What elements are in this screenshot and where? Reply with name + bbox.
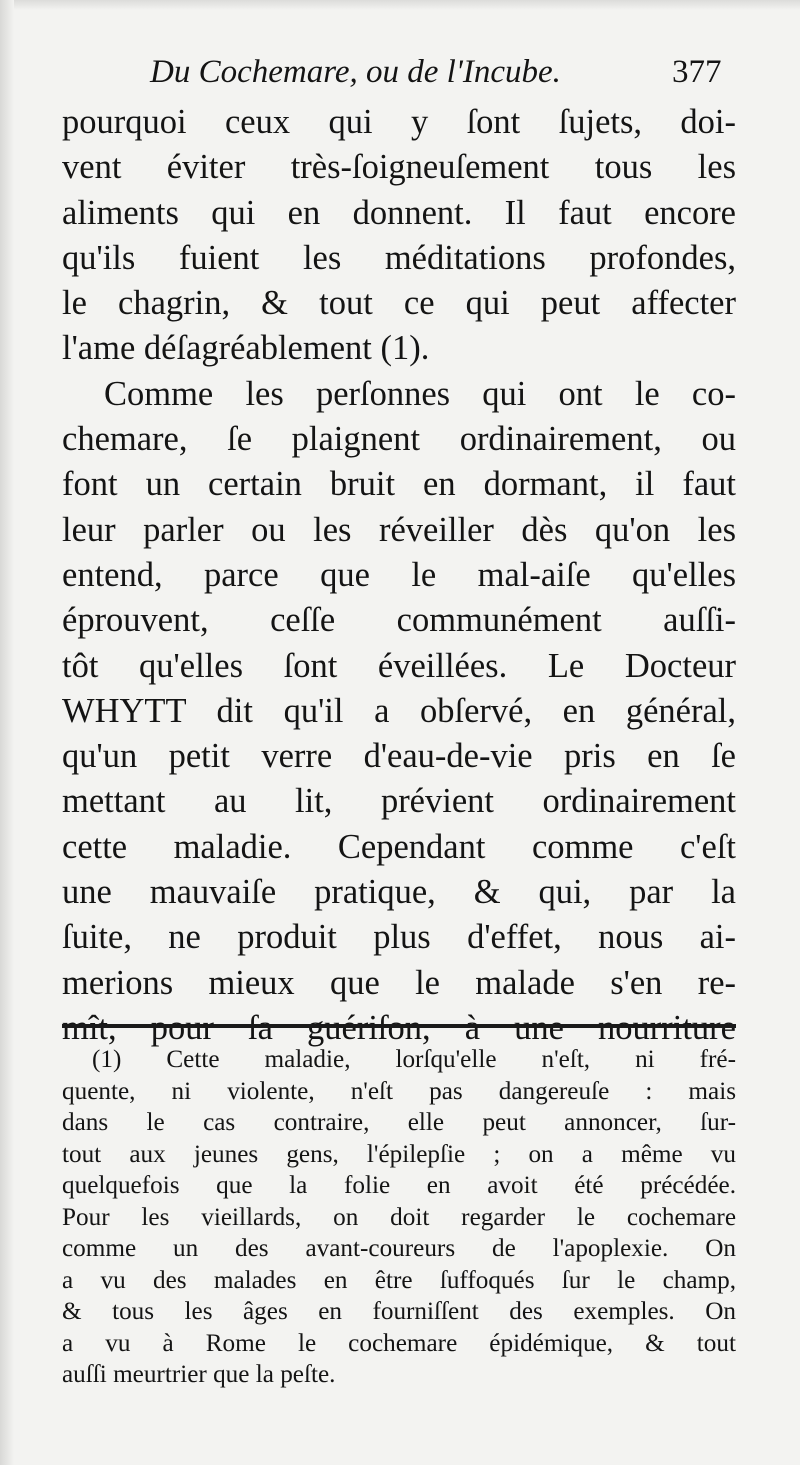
footnote-rule [62,1024,736,1028]
page-top-shadow [0,0,800,10]
text-line: cette maladie. Cependant comme c'eſt [62,827,736,866]
footnote-line: dans le cas contraire, elle peut annoncer, ſur- [62,1109,736,1136]
text-line: ſuite, ne produit plus d'effet, nous ai- [62,918,736,957]
text-line: aliments qui en donnent. Il faut encore [62,193,736,232]
footnote-line: (1) Cette maladie, lorſqu'elle n'eſt, ni fré- [92,1046,736,1073]
text-line: font un certain bruit en dormant, il faut [62,465,736,504]
footnote-line: tout aux jeunes gens, l'épilepſie ; on a même vu [62,1140,736,1168]
text-line: Comme les perſonnes qui ont le co- [104,374,736,413]
footnote [62,1044,736,1391]
footnote-line: auſſi meurtrier que la peſte. [62,1361,336,1388]
running-title: Du Cochemare, ou de l'Incube. [150,54,561,90]
text-line: entend, parce que le mal-aiſe qu'elles [62,555,736,594]
footnote-line: Pour les vieillards, on doit regarder le cochemare [62,1203,736,1231]
text-line: merions mieux que le malade s'en re- [62,963,736,1002]
text-line: leur parler ou les réveiller dès qu'on les [62,510,736,549]
text-line: le chagrin, & tout ce qui peut affecter [62,284,736,323]
text-line: qu'un petit verre d'eau-de-vie pris en ſe [62,737,736,776]
text-line: chemare, ſe plaignent ordinairement, ou [62,420,736,459]
page-number: 377 [672,54,722,90]
text-line: mettant au lit, prévient ordinairement [62,782,736,821]
footnote-line: quelquefois que la folie en avoit été précédée. [62,1172,736,1199]
footnote-line: a vu des malades en être ſuffoqués ſur le champ, [62,1266,736,1294]
text-line: tôt qu'elles ſont éveillées. Le Docteur [62,646,736,685]
page-left-shadow [0,0,14,1465]
text-line: qu'ils fuient les méditations profondes, [62,238,736,277]
footnote-line: quente, ni violente, n'eſt pas dangereuſe : mais [62,1077,736,1105]
text-line: WHYTT dit qu'il a obſervé, en général, [62,691,736,730]
text-line: l'ame déſagréablement (1). [62,329,430,368]
text-line: éprouvent, ceſſe communément auſſi- [62,601,736,640]
text-line: une mauvaiſe pratique, & qui, par la [62,873,736,912]
footnote-line: a vu à Rome le cochemare épidémique, & tout [62,1329,736,1357]
footnote-line: comme un des avant-coureurs de l'apoplexie. On [62,1235,736,1262]
main-text [62,100,736,1051]
text-line: pourquoi ceux qui y ſont ſujets, doi- [62,103,736,141]
footnote-line: & tous les âges en fourniſſent des exemples. On [62,1298,736,1325]
text-line: vent éviter très-ſoigneuſement tous les [62,148,736,187]
